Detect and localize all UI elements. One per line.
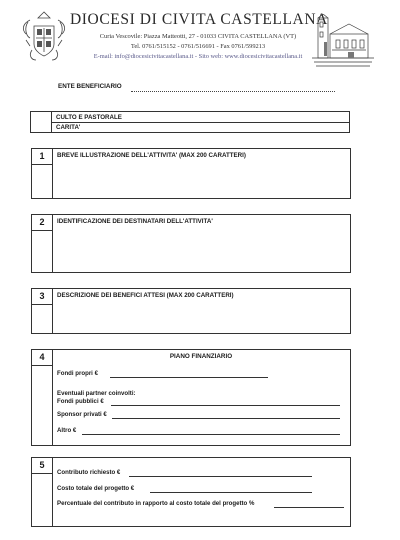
curia-address: Curia Vescovile: Piazza Matteotti, 27 - 01033 CIVITA CASTELLANA (VT) <box>99 33 297 40</box>
diocese-crest-icon <box>20 10 68 64</box>
contributo-richiesto-field[interactable] <box>129 476 312 477</box>
section-5-number: 5 <box>39 460 45 470</box>
cathedral-illustration-icon <box>312 14 374 68</box>
section-2-number: 2 <box>39 217 45 227</box>
section-2-box[interactable] <box>31 214 351 273</box>
fondi-propri-label: Fondi propri € <box>57 370 98 377</box>
category-culto-pastorale: CULTO E PASTORALE <box>56 114 122 121</box>
section-1-title: BREVE ILLUSTRAZIONE DELL'ATTIVITA' (MAX 200 CARATTERI) <box>57 152 246 159</box>
section-3-number: 3 <box>39 291 45 301</box>
costo-totale-label: Costo totale del progetto € <box>57 485 135 492</box>
contributo-richiesto-label: Contributo richiesto € <box>57 469 121 476</box>
ente-beneficiario-label: ENTE BENEFICIARIO <box>58 83 122 90</box>
ente-beneficiario-field[interactable] <box>131 91 335 92</box>
section-1-number: 1 <box>39 151 45 161</box>
section-3-title: DESCRIZIONE DEI BENEFICI ATTESI (MAX 200 CARATTERI) <box>57 292 234 299</box>
piano-finanziario-title: PIANO FINANZIARIO <box>169 353 233 360</box>
percentuale-label: Percentuale del contributo in rapporto al costo totale del progetto % <box>57 500 255 507</box>
sponsor-privati-field[interactable] <box>112 418 340 419</box>
partner-heading: Eventuali partner coinvolti: <box>57 390 136 397</box>
email-website: E-mail: info@diocesicivitacastellana.it - Sito web: www.diocesicivitacastellana.it <box>93 53 303 60</box>
section-3-box[interactable] <box>31 288 351 334</box>
percentuale-field[interactable] <box>274 507 344 508</box>
costo-totale-field[interactable] <box>150 492 312 493</box>
section-4-number: 4 <box>39 352 45 362</box>
section-2-title: IDENTIFICAZIONE DEI DESTINATARI DELL'ATTIVITA' <box>57 218 213 225</box>
section-4-box <box>31 349 351 446</box>
diocese-title: DIOCESI DI CIVITA CASTELLANA <box>70 11 328 28</box>
fondi-pubblici-field[interactable] <box>111 405 340 406</box>
altro-field[interactable] <box>82 434 340 435</box>
fondi-propri-field[interactable] <box>110 377 268 378</box>
sponsor-privati-label: Sponsor privati € <box>57 411 107 418</box>
category-table <box>30 111 350 133</box>
section-5-box <box>31 457 351 527</box>
section-1-box[interactable] <box>31 148 351 199</box>
phone-numbers: Tel. 0761/515152 - 0761/516691 - Fax 0761/599213 <box>130 43 266 50</box>
fondi-pubblici-label: Fondi pubblici € <box>57 398 104 405</box>
altro-label: Altro € <box>57 427 77 434</box>
category-carita: CARITA' <box>56 124 81 131</box>
